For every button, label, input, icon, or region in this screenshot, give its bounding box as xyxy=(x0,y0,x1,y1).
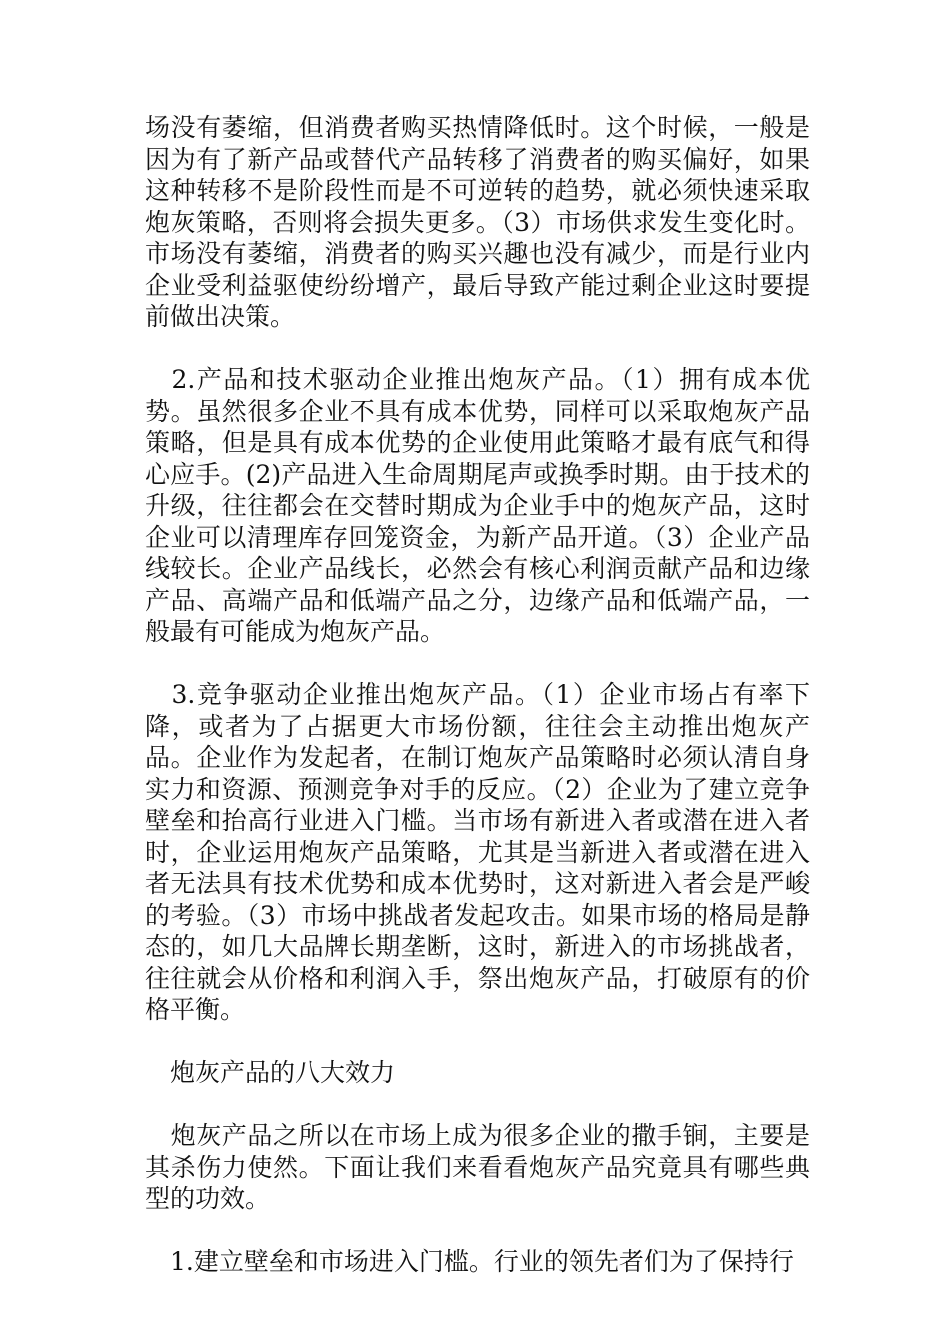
paragraph-gap xyxy=(145,1026,810,1058)
paragraph-gap xyxy=(145,1215,810,1247)
paragraph-intro: 炮灰产品之所以在市场上成为很多企业的撒手锏，主要是其杀伤力使然。下面让我们来看看炮灰产品究竟具有哪些典型的功效。 xyxy=(145,1121,810,1213)
paragraph-gap xyxy=(145,333,810,365)
paragraph-product-driven: 2.产品和技术驱动企业推出炮灰产品。（1）拥有成本优势。虽然很多企业不具有成本优势，同样可以采取炮灰产品策略，但是具有成本优势的企业使用此策略才最有底气和得心应手。(2)产品进入生命周期尾声或换季时期。由于技术的升级，往往都会在交替时期成为企业手中的炮灰产品，这时企业可以清理库存回笼资金，为新产品开道。（3）企业产品线较长。企业产品线长，必然会有核心利润贡献产品和边缘产品、高端产品和低端产品之分，边缘产品和低端产品，一般最有可能成为炮灰产品。 xyxy=(145,365,810,646)
section-heading: 炮灰产品的八大效力 xyxy=(145,1058,396,1087)
document-page xyxy=(145,112,810,1278)
paragraph-effect-1: 1.建立壁垒和市场进入门槛。行业的领先者们为了保持行 xyxy=(145,1247,794,1276)
paragraph-gap xyxy=(145,648,810,680)
paragraph-competition-driven: 3.竞争驱动企业推出炮灰产品。（1）企业市场占有率下降，或者为了占据更大市场份额，往往会主动推出炮灰产品。企业作为发起者，在制订炮灰产品策略时必须认清自身实力和资源、预测竞争对手的反应。（2）企业为了建立竞争壁垒和抬高行业进入门槛。当市场有新进入者或潜在进入者时，企业运用炮灰产品策略，尤其是当新进入者或潜在进入者无法具有技术优势和成本优势时，这对新进入者会是严峻的考验。（3）市场中挑战者发起攻击。如果市场的格局是静态的，如几大品牌长期垄断，这时，新进入的市场挑战者，往往就会从价格和利润入手，祭出炮灰产品，打破原有的价格平衡。 xyxy=(145,680,810,1024)
paragraph-market-shrink: 场没有萎缩，但消费者购买热情降低时。这个时候，一般是因为有了新产品或替代产品转移了消费者的购买偏好，如果这种转移不是阶段性而是不可逆转的趋势，就必须快速采取炮灰策略，否则将会损失更多。（3）市场供求发生变化时。市场没有萎缩，消费者的购买兴趣也没有减少，而是行业内企业受利益驱使纷纷增产，最后导致产能过剩企业这时要提前做出决策。 xyxy=(145,113,810,331)
paragraph-gap xyxy=(145,1089,810,1121)
